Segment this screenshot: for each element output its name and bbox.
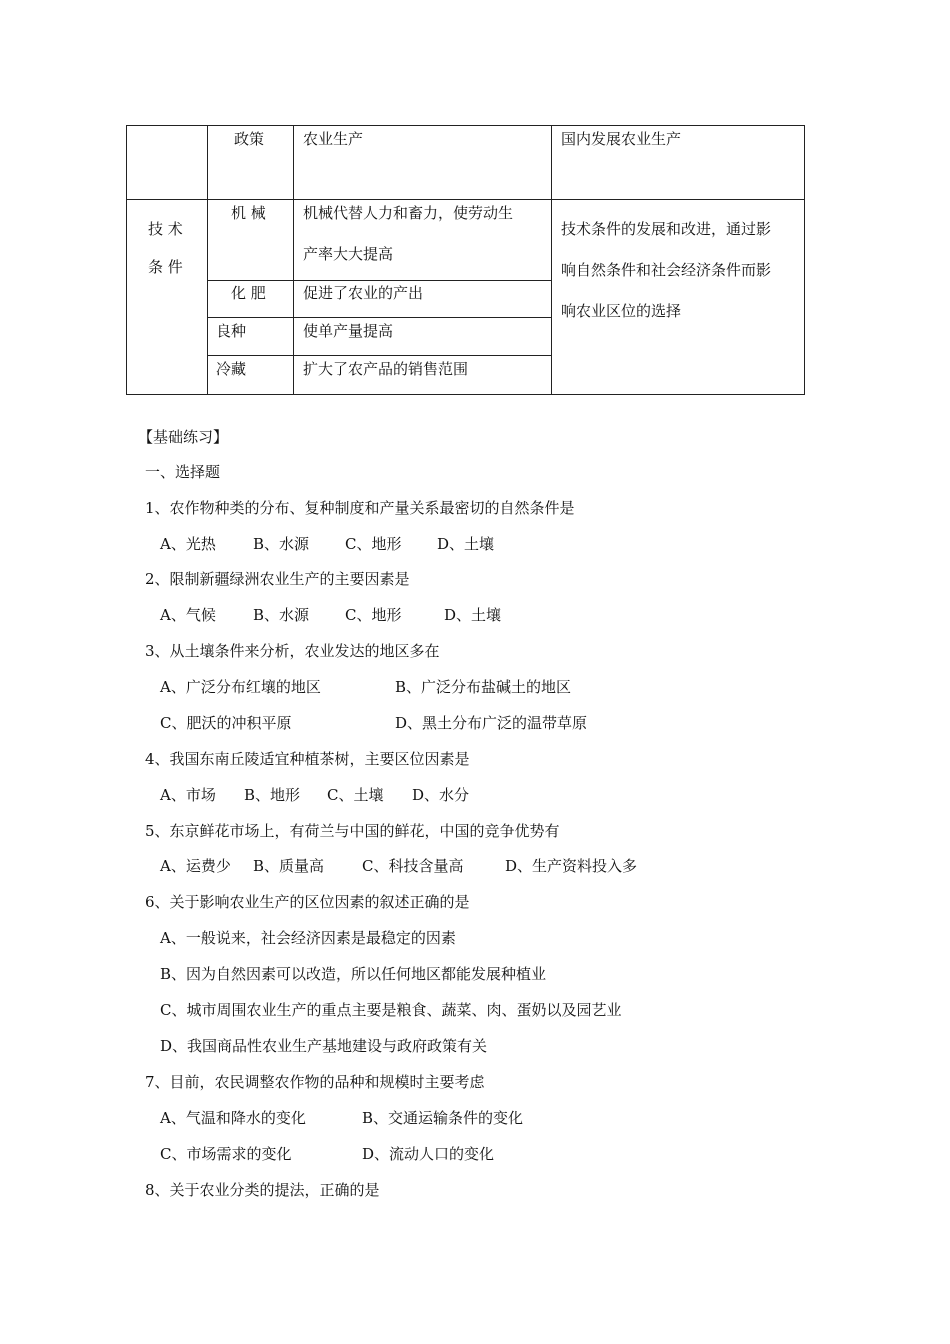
table-divider <box>207 355 552 356</box>
question-option: A、市场 <box>160 786 216 804</box>
question-option: B、水源 <box>253 606 310 624</box>
question-option: C、城市周围农业生产的重点主要是粮食、蔬菜、肉、蛋奶以及园艺业 <box>160 1001 622 1019</box>
table-divider <box>293 126 294 394</box>
question-option: B、质量高 <box>253 857 325 875</box>
section-title: 【基础练习】 <box>138 428 229 446</box>
cell-policy-factor: 政策 <box>234 130 265 148</box>
cell-effect-machinery-line2: 产率大大提高 <box>303 245 394 263</box>
cell-group-note-line3: 响农业区位的选择 <box>561 302 682 320</box>
cell-factor-refrigeration: 冷藏 <box>216 360 247 378</box>
question-option: A、运费少 <box>160 857 231 875</box>
question-option: C、市场需求的变化 <box>160 1145 292 1163</box>
question-stem: 3、从土壤条件来分析，农业发达的地区多在 <box>145 642 440 660</box>
question-stem: 7、目前，农民调整农作物的品种和规模时主要考虑 <box>145 1073 485 1091</box>
table-divider <box>551 126 552 394</box>
cell-effect-refrigeration: 扩大了农产品的销售范围 <box>303 360 469 378</box>
question-option: B、地形 <box>244 786 301 804</box>
question-option: C、肥沃的冲积平原 <box>160 714 292 732</box>
question-stem: 5、东京鲜花市场上，有荷兰与中国的鲜花，中国的竞争优势有 <box>145 822 560 840</box>
cell-effect-machinery-line1: 机械代替人力和畜力，使劳动生 <box>303 204 514 222</box>
question-option: D、生产资料投入多 <box>505 857 638 875</box>
cell-factor-seeds: 良种 <box>216 322 247 340</box>
cell-effect-fertilizer: 促进了农业的产出 <box>303 284 424 302</box>
question-option: C、科技含量高 <box>362 857 464 875</box>
question-option: A、光热 <box>160 535 216 553</box>
table-divider <box>207 280 552 281</box>
cell-policy-effect: 农业生产 <box>303 130 364 148</box>
question-stem: 8、关于农业分类的提法，正确的是 <box>145 1181 380 1199</box>
cell-policy-note: 国内发展农业生产 <box>561 130 682 148</box>
cell-factor-machinery: 机 械 <box>231 204 266 222</box>
question-option: D、土壤 <box>444 606 502 624</box>
question-option: D、我国商品性农业生产基地建设与政府政策有关 <box>160 1037 488 1055</box>
question-option: A、广泛分布红壤的地区 <box>160 678 321 696</box>
question-option: B、交通运输条件的变化 <box>362 1109 524 1127</box>
question-stem: 6、关于影响农业生产的区位因素的叙述正确的是 <box>145 893 470 911</box>
cell-effect-seeds: 使单产量提高 <box>303 322 394 340</box>
question-option: D、土壤 <box>437 535 495 553</box>
question-option: D、黑土分布广泛的温带草原 <box>395 714 588 732</box>
cell-group-note-line2: 响自然条件和社会经济条件而影 <box>561 261 772 279</box>
question-option: D、流动人口的变化 <box>362 1145 495 1163</box>
table-divider <box>207 317 552 318</box>
question-option: C、地形 <box>345 535 402 553</box>
question-option: A、气候 <box>160 606 216 624</box>
cell-group-label-line2: 条 件 <box>148 258 183 276</box>
question-option: A、气温和降水的变化 <box>160 1109 306 1127</box>
question-stem: 4、我国东南丘陵适宜种植茶树，主要区位因素是 <box>145 750 470 768</box>
part-title: 一、选择题 <box>145 463 221 481</box>
question-option: B、因为自然因素可以改造，所以任何地区都能发展种植业 <box>160 965 547 983</box>
question-stem: 1、农作物种类的分布、复种制度和产量关系最密切的自然条件是 <box>145 499 575 517</box>
question-option: C、土壤 <box>327 786 384 804</box>
question-option: D、水分 <box>412 786 470 804</box>
table-divider <box>207 126 208 394</box>
location-factors-table <box>126 125 805 395</box>
cell-factor-fertilizer: 化 肥 <box>231 284 266 302</box>
table-divider <box>127 199 804 200</box>
question-stem: 2、限制新疆绿洲农业生产的主要因素是 <box>145 570 410 588</box>
question-option: A、一般说来，社会经济因素是最稳定的因素 <box>160 929 456 947</box>
question-option: C、地形 <box>345 606 402 624</box>
question-option: B、水源 <box>253 535 310 553</box>
cell-group-note-line1: 技术条件的发展和改进，通过影 <box>561 220 772 238</box>
cell-group-label-line1: 技 术 <box>148 220 183 238</box>
question-option: B、广泛分布盐碱土的地区 <box>395 678 572 696</box>
